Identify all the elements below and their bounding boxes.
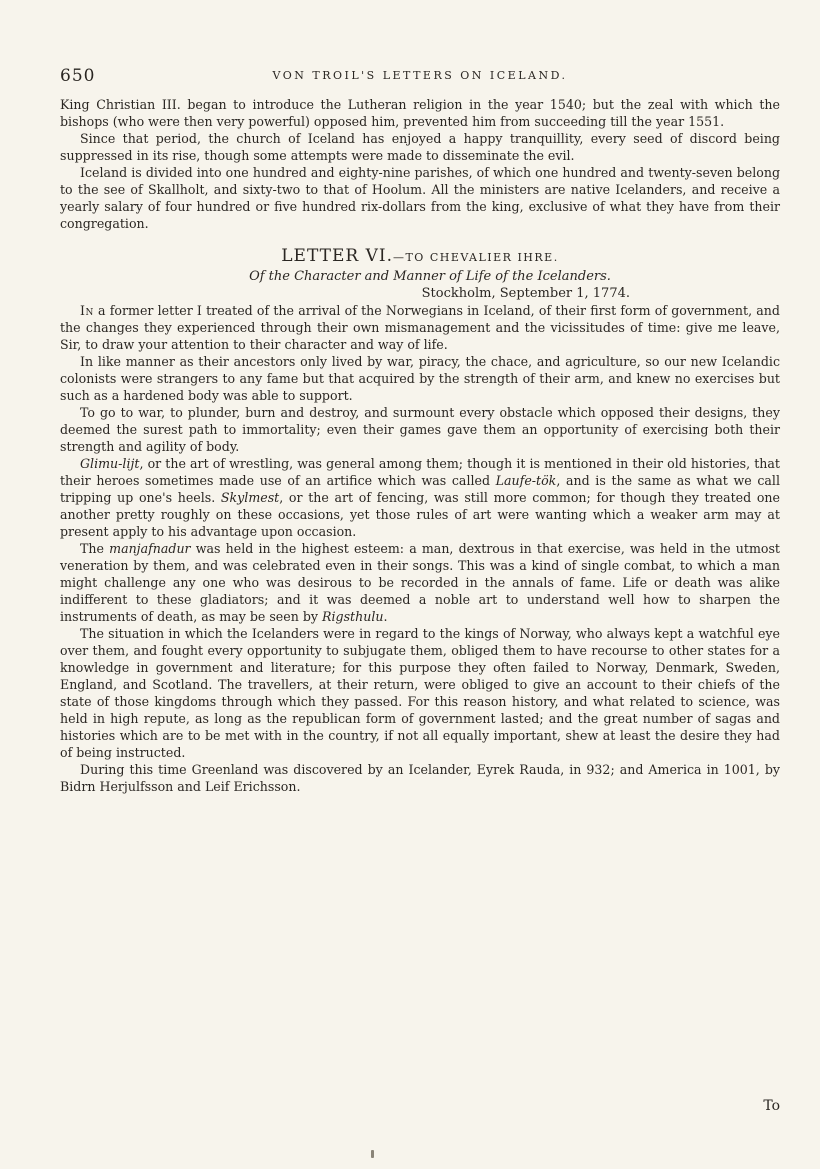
paragraph-text: a former letter I treated of the arrival of the Norwegians in Iceland, of their first form of government, and the changes they experienced through their own mismanagement and the vicissitudes of time: give me leave, Sir, to draw your attention to their character and way of life.	[60, 303, 780, 352]
paragraph-text: , or the art of wrestling, was general among them; though it is mentioned in their old histories, that their heroes sometimes made use of an artifice which was called	[60, 456, 780, 488]
term-laufe-tok: Laufe-tök	[495, 473, 557, 488]
term-glimu: Glimu-lijt	[80, 456, 140, 471]
paragraph-text: , and is the same as what we call tripping up one's heels.	[60, 473, 780, 505]
paragraph-greenland: During this time Greenland was discovered by an Icelander, Eyrek Rauda, in 932; and America in 1001, by Bidrn Herjulfsson and Leif Erichsson.	[60, 762, 780, 794]
term-manjafnadur: manjafnadur	[109, 541, 191, 556]
paragraph-manjafnadur	[60, 540, 780, 625]
print-speck	[371, 1150, 374, 1158]
paragraph-former-letter	[60, 302, 780, 353]
paragraph-tranquillity: Since that period, the church of Iceland has enjoyed a happy tranquillity, every seed of discord being suppressed in its rise, though some attempts were made to disseminate the evil.	[60, 131, 780, 163]
catchword: To	[763, 1098, 780, 1114]
paragraph-war: To go to war, to plunder, burn and destroy, and surmount every obstacle which opposed their designs, they deemed the surest path to immortality; even their games gave them an opportunity of exercising both their strength and agility of body.	[60, 405, 780, 454]
letter-title: LETTER VI.	[281, 246, 393, 266]
letter-dateline: Stockholm, September 1, 1774.	[421, 286, 630, 301]
page-header	[60, 66, 780, 90]
paragraph-text: was held in the highest esteem: a man, dextrous in that exercise, was held in the utmost veneration by them, and was celebrated even in their songs. This was a kind of single combat, to which a man might challenge any one who was desirous to be recorded in the annals of fame. Life or death was alike indifferent to these gladiators; and it was deemed a noble art to understand well how to sharpen the instruments of death, as may be seen by	[60, 541, 780, 624]
paragraph-ancestors: In like manner as their ancestors only lived by war, piracy, the chace, and agriculture, so our new Icelandic colonists were strangers to any fame but that acquired by the strength of their arm, and knew no exercises but such as a hardened body was able to support.	[60, 354, 780, 403]
paragraph-text: , or the art of fencing, was still more common; for though they treated one another pretty roughly on these occasions, yet those rules of art were wanting which a weaker arm may at present apply to his advantage upon occasion.	[60, 490, 780, 539]
term-rigsthulu: Rigsthulu	[322, 609, 384, 624]
paragraph-kings-of-norway: The situation in which the Icelanders were in regard to the kings of Norway, who always kept a watchful eye over them, and fought every opportunity to subjugate them, obliged them to have recourse to other states for a knowledge in government and literature; for this purpose they often failed to Norway, Denmark, Sweden, England, and Scotland. The travellers, at their return, were obliged to give an account to their chiefs of the state of those kingdoms through which they passed. For this reason history, and what related to science, was held in high repute, as long as the republican form of government lasted; and the great number of sagas and histories which are to be met with in the country, if not all equally important, shew at least the desire they had of being instructed.	[60, 626, 780, 760]
page-number: 650	[60, 66, 96, 86]
paragraph-wrestling	[60, 455, 780, 540]
paragraph-parishes: Iceland is divided into one hundred and eighty-nine parishes, of which one hundred and twenty-seven belong to the see of Skallholt, and sixty-two to that of Hoolum. All the ministers are native Icelanders, and receive a yearly salary of four hundred or five hundred rix-dollars from the king, exclusive of what they have from their congregation.	[60, 165, 780, 231]
letter-subtitle: Of the Character and Manner of Life of the Icelanders.	[249, 269, 611, 284]
letter-recipient: —TO CHEVALIER IHRE.	[392, 251, 559, 264]
letter-heading	[60, 248, 780, 266]
paragraph-lutheran: King Christian III. began to introduce the Lutheran religion in the year 1540; but the zeal with which the bishops (who were then very powerful) opposed him, prevented him from succeeding till the year 1551.	[60, 97, 780, 129]
running-head: VON TROIL'S LETTERS ON ICELAND.	[272, 69, 568, 82]
term-skylmest: Skylmest	[220, 490, 280, 505]
lead-word: In	[80, 303, 94, 318]
paragraph-text: .	[383, 609, 388, 624]
paragraph-text: The	[80, 541, 110, 556]
page-body	[60, 96, 780, 795]
